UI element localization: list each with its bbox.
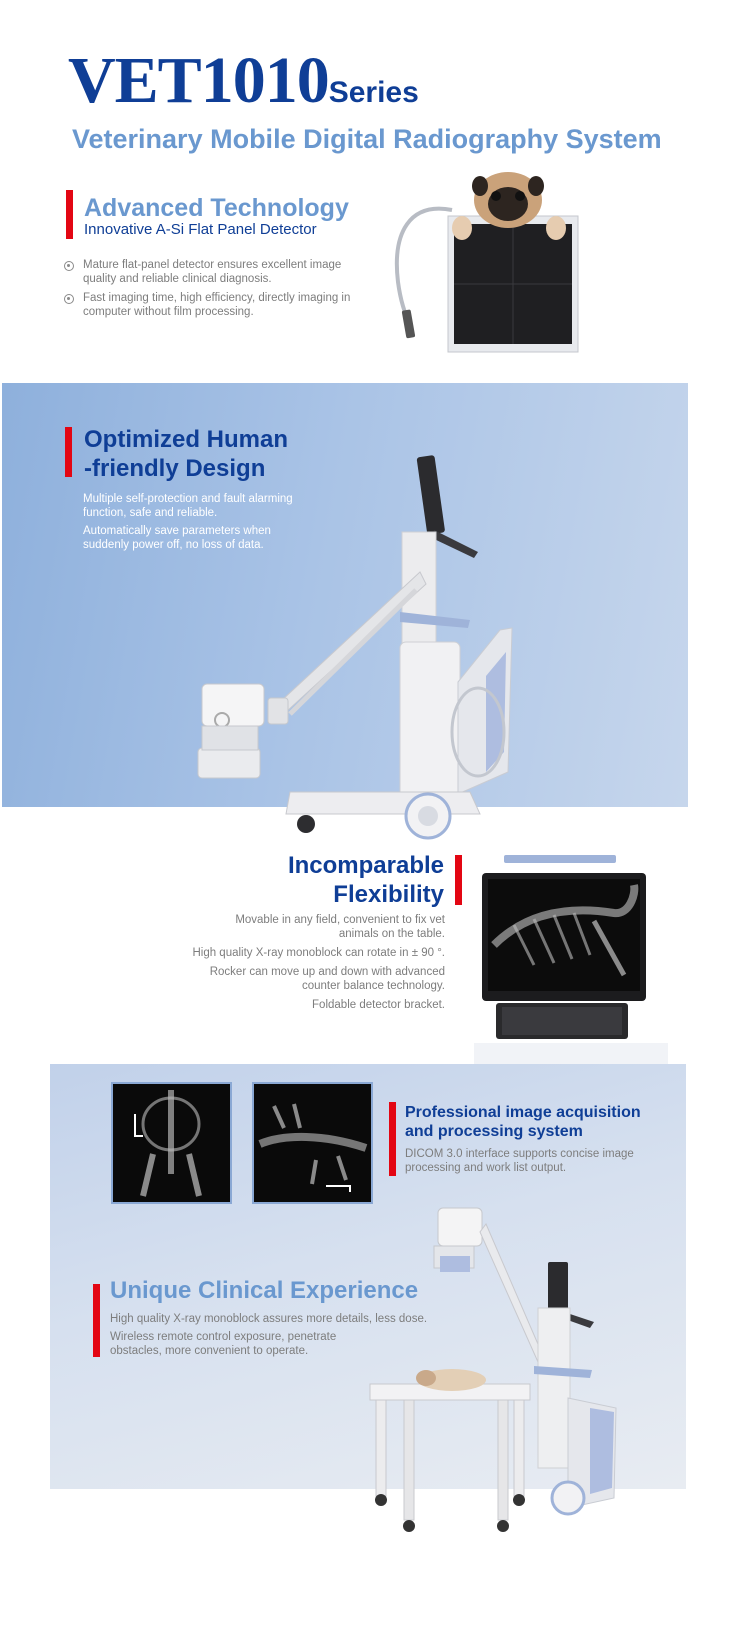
bullet-icon [64,261,74,271]
section-subheading-detector: Innovative A-Si Flat Panel Detector [84,221,317,238]
acquisition-paragraph: DICOM 3.0 interface supports concise image processing and work list output. [405,1148,634,1174]
accent-bar [389,1102,396,1176]
section-heading-advanced-technology: Advanced Technology [84,194,349,222]
series-label: Series [328,76,419,109]
accent-bar [66,190,73,239]
paragraph: High quality X-ray monoblock assures more details, less dose. [110,1313,428,1325]
paragraph: Wireless remote control exposure, penetrate obstacles, more convenient to operate. [110,1331,337,1357]
section-heading-image-acquisition: Professional image acquisition and processing system [405,1104,641,1140]
list-item: Mature flat-panel detector ensures excellent image quality and reliable clinical diagnosis. [64,258,364,286]
mobile-xray-unit-image [190,452,520,840]
flexibility-paragraphs [180,913,445,1012]
xray-image-dog-lateral [252,1082,373,1204]
accent-bar [93,1284,100,1357]
bullet-icon [64,294,74,304]
accent-bar [65,427,72,477]
paragraph: Rocker can move up and down with advanced counter balance technology. [209,966,445,992]
section-heading-human-friendly: Optimized Human -friendly Design [84,426,289,482]
flat-panel-detector-image [390,172,600,358]
xray-unit-with-table-image [368,1198,620,1540]
xray-image-dog-dorsal [111,1082,232,1204]
workstation-monitor-image [474,855,668,1067]
product-subtitle: Veterinary Mobile Digital Radiography System [72,124,662,154]
paragraph: Movable in any field, convenient to fix vet animals on the table. [235,914,445,940]
paragraph: High quality X-ray monoblock can rotate in ± 90 °. [192,947,445,959]
list-item: Fast imaging time, high efficiency, directly imaging in computer without film processing. [64,291,364,319]
accent-bar [455,855,462,905]
section-heading-clinical-experience: Unique Clinical Experience [110,1277,419,1304]
product-title [68,44,419,117]
paragraph: Multiple self-protection and fault alarming function, safe and reliable. [83,493,293,519]
paragraph: Foldable detector bracket. [312,999,445,1011]
model-name: VET1010 [68,44,329,117]
paragraph: Automatically save parameters when suddenly power off, no loss of data. [83,525,271,551]
section-heading-flexibility: Incomparable Flexibility [287,852,444,908]
feature-list [64,258,364,319]
